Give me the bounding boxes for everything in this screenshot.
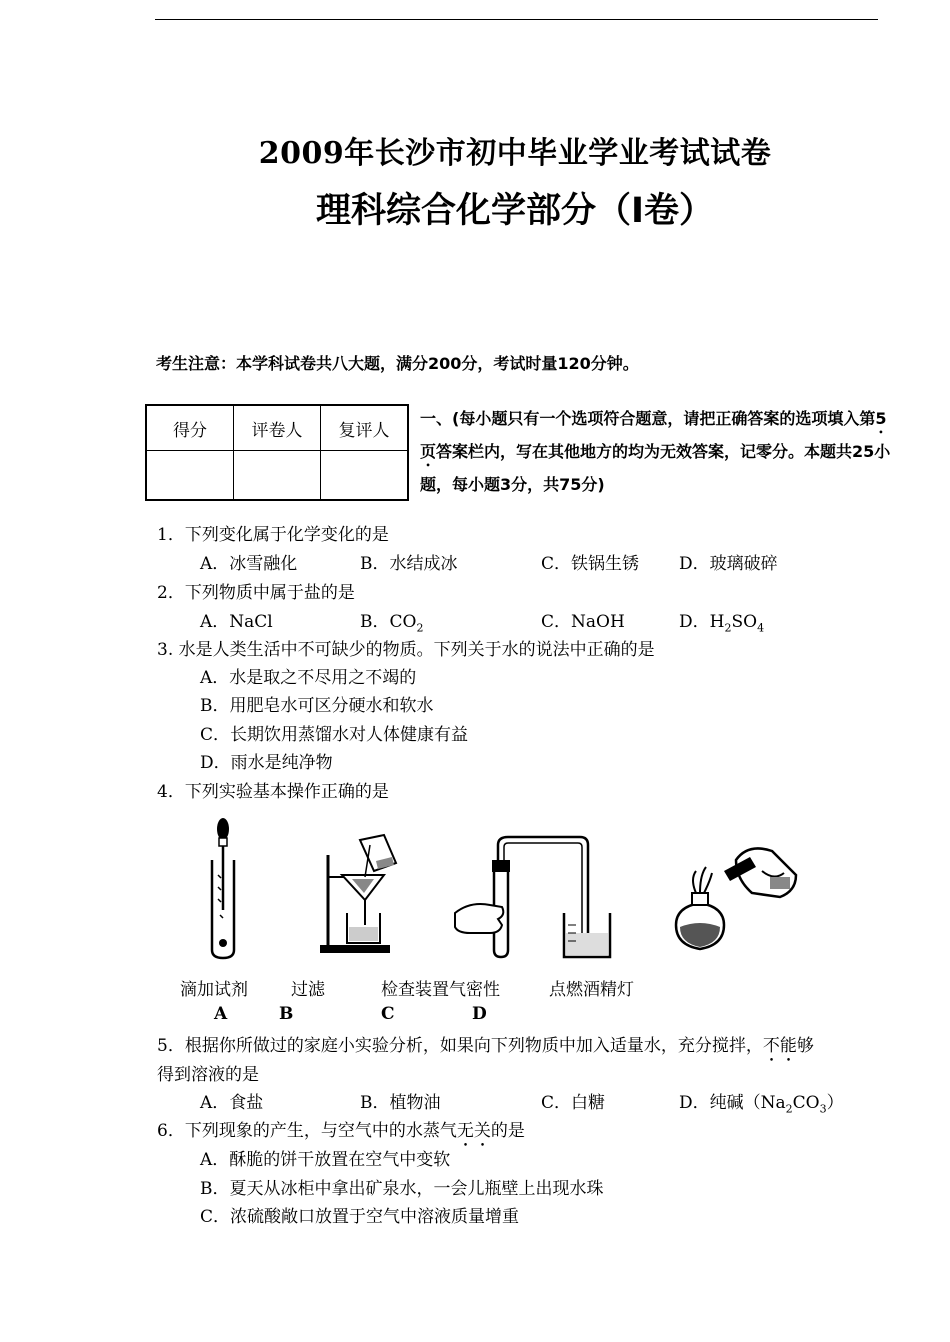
figure-letter-a: A [214, 1004, 228, 1024]
question-6-stem: 6．下列现象的产生，与空气中的水蒸气无关的是 [157, 1121, 525, 1141]
q5-option-a: A．食盐 [200, 1093, 264, 1113]
grader-header: 评卷人 [234, 405, 321, 451]
exam-subtitle: 理科综合化学部分（Ⅰ卷） [315, 191, 715, 231]
reviewer-cell [321, 451, 409, 501]
q2-option-b: B．$CO_2$ [360, 612, 424, 635]
q6-option-c: C．浓硫酸敞口放置于空气中溶液质量增重 [200, 1207, 520, 1227]
question-2-stem: 2．下列物质中属于盐的是 [157, 583, 355, 603]
reviewer-header: 复评人 [321, 405, 409, 451]
q3-option-c: C．长期饮用蒸馏水对人体健康有益 [200, 725, 469, 745]
q1-option-b: B．水结成冰 [360, 554, 458, 574]
caption-a: 滴加试剂 [180, 980, 248, 1000]
question-5-stem: 5．根据你所做过的家庭小实验分析，如果向下列物质中加入适量水，充分搅拌，不能够 [157, 1036, 814, 1056]
section-text-2: 答案栏内，写在其他地方的均为无效答案，记零分。本题共25小题，每小题3分，共75分) [420, 442, 891, 494]
section-text-1: 一、(每小题只有一个选项符合题意，请把正确答案的选项填入第 [420, 409, 876, 428]
q3-option-d: D．雨水是纯净物 [200, 753, 333, 773]
question-5-stem-cont: 得到溶液的是 [157, 1065, 259, 1085]
grader-cell [234, 451, 321, 501]
score-table [145, 404, 409, 501]
section-instructions [420, 404, 900, 499]
q5-option-d: D．纯碱$(Na_2CO_3)$ [679, 1093, 844, 1116]
dropper-figure [190, 815, 260, 965]
figure-letter-c: C [381, 1004, 395, 1024]
q3-option-a: A．水是取之不尽用之不竭的 [200, 668, 417, 688]
q1-option-d: D．玻璃破碎 [679, 554, 778, 574]
caption-c: 检查装置气密性 [381, 980, 500, 1000]
exam-title: 2009年长沙市初中毕业学业考试试卷 [258, 136, 772, 171]
question-1-stem: 1．下列变化属于化学变化的是 [157, 525, 389, 545]
q2-option-d: D．$H_2SO_4$ [679, 612, 765, 635]
filtration-figure [312, 815, 412, 965]
score-cell [146, 451, 234, 501]
q6-option-a: A．酥脆的饼干放置在空气中变软 [200, 1150, 451, 1170]
q5-option-b: B．植物油 [360, 1093, 441, 1113]
q1-option-a: A．冰雪融化 [200, 554, 298, 574]
question-3-stem: 3. 水是人类生活中不可缺少的物质。下列关于水的说法中正确的是 [157, 640, 655, 660]
q6-option-b: B．夏天从冰柜中拿出矿泉水，一会儿瓶壁上出现水珠 [200, 1179, 604, 1199]
top-rule [155, 19, 878, 20]
section-emphasis: 5页 [420, 409, 887, 461]
q1-option-c: C．铁锅生锈 [541, 554, 640, 574]
figure-letter-d: D [472, 1004, 487, 1024]
alcohol-lamp-figure [666, 815, 806, 965]
caption-b: 过滤 [291, 980, 325, 1000]
figure-letter-b: B [279, 1004, 294, 1024]
q2-option-a: A．NaCl [200, 612, 273, 632]
score-header: 得分 [146, 405, 234, 451]
q2-option-c: C．NaOH [541, 612, 625, 632]
q5-option-c: C．白糖 [541, 1093, 606, 1113]
question-4-stem: 4．下列实验基本操作正确的是 [157, 782, 389, 802]
q3-option-b: B．用肥皂水可区分硬水和软水 [200, 696, 434, 716]
airtight-check-figure [450, 815, 620, 965]
caption-d: 点燃酒精灯 [549, 980, 634, 1000]
exam-notice: 考生注意：本学科试卷共八大题，满分200分，考试时量120分钟。 [156, 354, 639, 373]
